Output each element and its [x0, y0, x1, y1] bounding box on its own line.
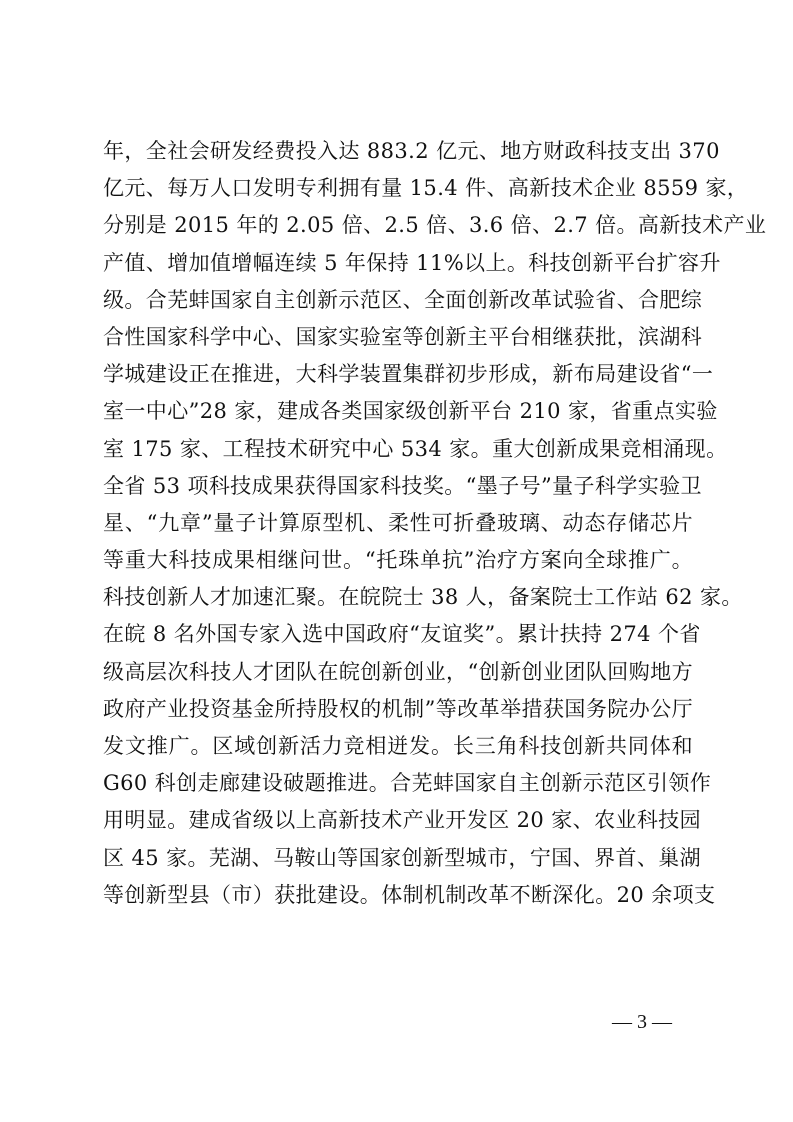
- text-line: 在皖 8 名外国专家入选中国政府“友谊奖”。累计扶持 274 个省: [103, 622, 701, 647]
- text-line: 科技创新人才加速汇聚。在皖院士 38 人，备案院士工作站 62 家。: [103, 585, 743, 610]
- text-line: 分别是 2015 年的 2.05 倍、2.5 倍、3.6 倍、2.7 倍。高新技术产业: [103, 213, 767, 238]
- text-line: 年，全社会研发经费投入达 883.2 亿元、地方财政科技支出 370: [103, 139, 720, 163]
- text-line: 星、“九章”量子计算原型机、柔性可折叠玻璃、动态存储芯片: [103, 510, 693, 535]
- text-line: 全省 53 项科技成果获得国家科技奖。“墨子号”量子科学实验卫: [103, 473, 702, 498]
- text-line: 级。合芜蚌国家自主创新示范区、全面创新改革试验省、合肥综: [103, 287, 703, 312]
- text-line: 等重大科技成果相继问世。“托珠单抗”治疗方案向全球推广。: [103, 548, 693, 573]
- text-line: 室一中心”28 家，建成各类国家级创新平台 210 家，省重点实验: [103, 399, 718, 424]
- page-number: — 3 —: [612, 1011, 672, 1033]
- text-line: 合性国家科学中心、国家实验室等创新主平台相继获批，滨湖科: [103, 324, 703, 349]
- body-text: [103, 133, 767, 914]
- text-line: 学城建设正在推进，大科学装置集群初步形成，新布局建设省“一: [103, 362, 714, 387]
- text-line: 产值、增加值增幅连续 5 年保持 11%以上。科技创新平台扩容升: [103, 250, 721, 275]
- text-line: 政府产业投资基金所持股权的机制”等改革举措获国务院办公厅: [103, 696, 693, 721]
- text-line: 等创新型县（市）获批建设。体制机制改革不断深化。20 余项支: [103, 882, 716, 907]
- text-line: G60 科创走廊建设破题推进。合芜蚌国家自主创新示范区引领作: [103, 771, 712, 796]
- text-line: 发文推广。区域创新活力竞相迸发。长三角科技创新共同体和: [103, 734, 693, 758]
- text-line: 室 175 家、工程技术研究中心 534 家。重大创新成果竞相涌现。: [103, 436, 728, 461]
- text-line: 级高层次科技人才团队在皖创新创业，“创新创业团队回购地方: [103, 659, 693, 684]
- text-line: 用明显。建成省级以上高新技术产业开发区 20 家、农业科技园: [103, 808, 702, 833]
- text-line: 区 45 家。芜湖、马鞍山等国家创新型城市，宁国、界首、巢湖: [103, 845, 702, 870]
- text-line: 亿元、每万人口发明专利拥有量 15.4 件、高新技术企业 8559 家，: [103, 176, 749, 201]
